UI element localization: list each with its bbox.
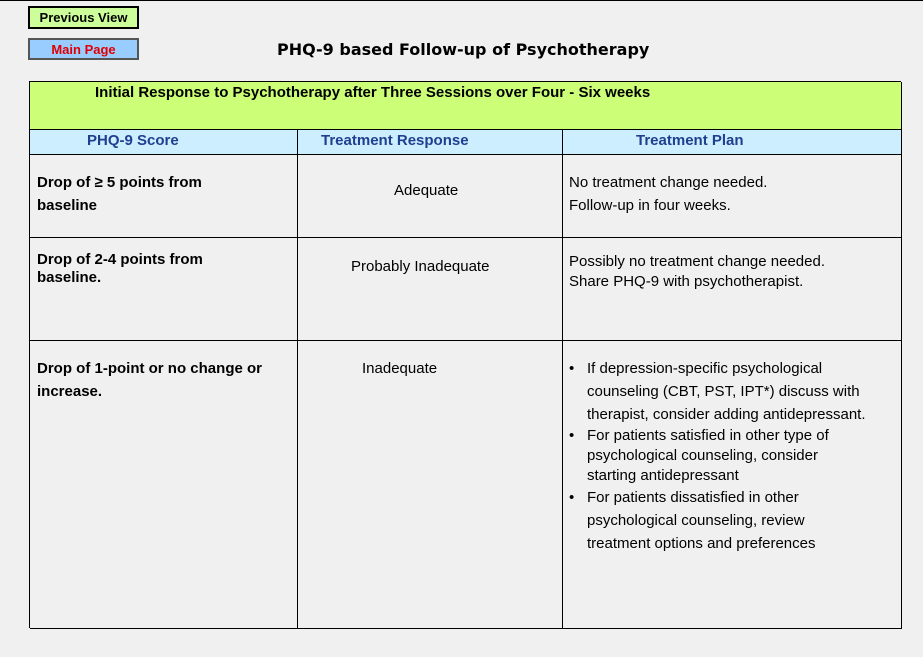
column-divider — [297, 130, 298, 629]
plan-bullet-list — [569, 357, 869, 555]
table-row — [30, 155, 901, 238]
plan-line: Possibly no treatment change needed. — [569, 253, 826, 270]
table-row — [30, 238, 901, 341]
main-page-button[interactable]: Main Page — [28, 38, 139, 60]
row-plan — [569, 252, 825, 292]
header-plan-label: Treatment Plan — [636, 132, 744, 149]
plan-line: Share PHQ-9 with psychotherapist. — [569, 273, 804, 290]
previous-view-button[interactable]: Previous View — [28, 6, 139, 29]
row-score: Drop of 2-4 points from baseline. — [37, 251, 203, 286]
row-plan — [569, 171, 767, 217]
plan-bullet: • For patients satisfied in other type of psychological counseling, consider starting antidepressant — [569, 426, 869, 486]
header-treatment-response — [297, 130, 562, 155]
row-score: Drop of 1-point or no change or increase. — [37, 360, 262, 400]
row-response: Inadequate — [362, 360, 438, 377]
banner-text: Initial Response to Psychotherapy after Three Sessions over Four - Six weeks — [95, 84, 651, 101]
table-right-border — [901, 82, 902, 629]
table-banner — [30, 82, 901, 130]
row-response: Adequate — [394, 182, 459, 199]
plan-bullet: • If depression-specific psychological counseling (CBT, PST, IPT*) discuss with therapist, consider adding antidepressant. — [569, 357, 869, 426]
top-border — [0, 0, 923, 1]
page-title: PHQ-9 based Follow-up of Psychotherapy — [277, 40, 650, 59]
header-score-label: PHQ-9 Score — [87, 132, 179, 149]
header-phq9-score — [30, 130, 297, 155]
plan-line: No treatment change needed. — [569, 174, 768, 191]
row-score: Drop of ≥ 5 points from baseline — [37, 174, 202, 214]
plan-line: Follow-up in four weeks. — [569, 197, 731, 214]
row-response: Probably Inadequate — [351, 258, 490, 275]
header-response-label: Treatment Response — [321, 132, 469, 149]
column-divider — [562, 130, 563, 629]
plan-bullet: • For patients dissatisfied in other psychological counseling, review treatment options and preferences — [569, 486, 869, 555]
header-treatment-plan — [562, 130, 901, 155]
row-plan — [569, 357, 869, 555]
follow-up-table — [29, 81, 901, 628]
table-row — [30, 341, 901, 629]
